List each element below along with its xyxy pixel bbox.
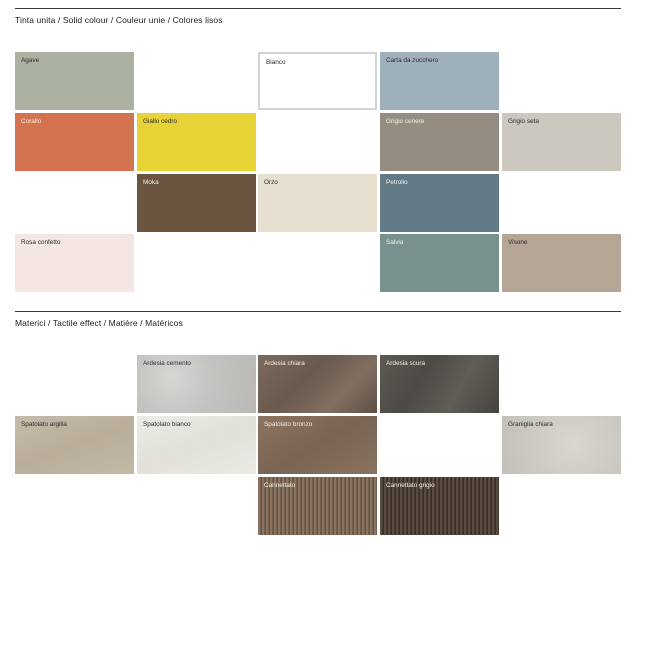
swatch-ardesia-chiara[interactable] — [258, 355, 377, 413]
swatch-label: Giallo cedro — [143, 118, 178, 125]
swatch-label: Agave — [21, 57, 40, 64]
swatch-grigio-seta[interactable] — [502, 113, 621, 171]
swatch-label: Ardesia cemento — [143, 360, 191, 367]
swatch-label: Visone — [508, 239, 528, 246]
swatch-label: Spatolato bianco — [143, 421, 191, 428]
swatch-ardesia-scura[interactable] — [380, 355, 499, 413]
swatch-orzo[interactable] — [258, 174, 377, 232]
swatch-label: Rosa confetto — [21, 239, 61, 246]
swatch-cannettato[interactable] — [258, 477, 377, 535]
section-title-solid: Tinta unita / Solid colour / Couleur unie / Colores lisos — [15, 15, 223, 25]
swatch-label: Graniglia chiara — [508, 421, 553, 428]
swatch-rosa-confetto[interactable] — [15, 234, 134, 292]
swatch-label: Grigio cenere — [386, 118, 425, 125]
swatch-label: Spatolato argilla — [21, 421, 67, 428]
swatch-corallo[interactable] — [15, 113, 134, 171]
swatch-label: Cannettato grigio — [386, 482, 435, 489]
swatch-ardesia-cemento[interactable] — [137, 355, 256, 413]
swatch-label: Corallo — [21, 118, 42, 125]
divider-middle — [15, 311, 621, 312]
swatch-label: Cannettato — [264, 482, 296, 489]
swatch-agave[interactable] — [15, 52, 134, 110]
swatch-label: Spatolato bronzo — [264, 421, 313, 428]
swatch-cannettato-grigio[interactable] — [380, 477, 499, 535]
swatch-label: Salvia — [386, 239, 404, 246]
swatch-visone[interactable] — [502, 234, 621, 292]
swatch-graniglia-chiara[interactable] — [502, 416, 621, 474]
swatch-spatolato-argilla[interactable] — [15, 416, 134, 474]
swatch-bianco[interactable] — [258, 52, 377, 110]
swatch-spatolato-bianco[interactable] — [137, 416, 256, 474]
divider-top — [15, 8, 621, 9]
swatch-label: Bianco — [266, 59, 286, 66]
swatch-grigio-cenere[interactable] — [380, 113, 499, 171]
swatch-spatolato-bronzo[interactable] — [258, 416, 377, 474]
swatch-carta-da-zucchero[interactable] — [380, 52, 499, 110]
swatch-label: Petrolio — [386, 179, 408, 186]
swatch-label: Orzo — [264, 179, 278, 186]
swatch-label: Ardesia scura — [386, 360, 426, 367]
swatch-petrolio[interactable] — [380, 174, 499, 232]
swatch-moka[interactable] — [137, 174, 256, 232]
swatch-label: Grigio seta — [508, 118, 539, 125]
swatch-salvia[interactable] — [380, 234, 499, 292]
section-title-tactile: Materici / Tactile effect / Matière / Matéricos — [15, 318, 183, 328]
swatch-label: Carta da zucchero — [386, 57, 439, 64]
swatch-label: Moka — [143, 179, 159, 186]
swatch-label: Ardesia chiara — [264, 360, 305, 367]
swatch-giallo-cedro[interactable] — [137, 113, 256, 171]
